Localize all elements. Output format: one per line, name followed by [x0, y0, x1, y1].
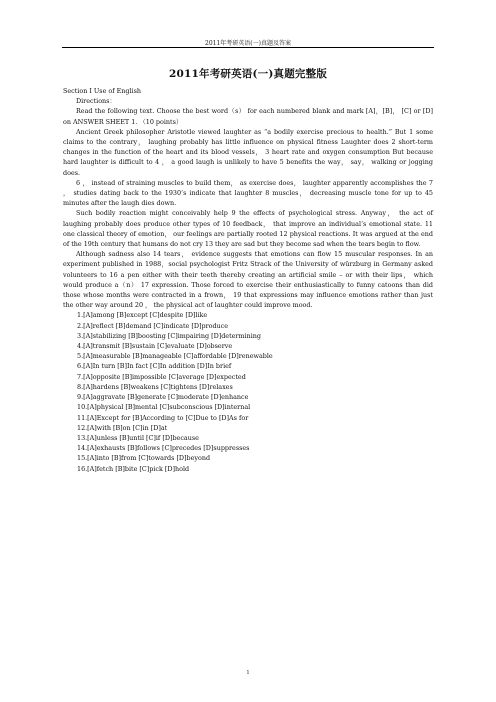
option-line: 8.[A]hardens [B]weakens [C]tightens [D]relaxes	[77, 382, 233, 391]
directions-text: Read the following text. Choose the best word（s） for each numbered blank and mark [A]，[B]， [C] or [D] on ANSWER SHEET 1. （10 points）	[63, 107, 433, 126]
option-line: 3.[A]stabilizing [B]boosting [C]impairing [D]determining	[77, 331, 261, 340]
option-line: 12.[A]with [B]on [C]in [D]at	[77, 423, 168, 432]
header-rule	[62, 47, 434, 48]
option-line: 14.[A]exhausts [B]follows [C]precedes [D]suppresses	[77, 444, 250, 453]
option-line: 5.[A]measurable [B]manageable [C]affordable [D]renewable	[77, 352, 273, 361]
page-number: 1	[246, 670, 250, 676]
paragraph-4: Although sadness also 14 tears， evidence suggests that emotions can flow 15 muscular responses. In an experiment published in 1988，social psychologist Fritz Strack of the University of würzburg in Germany asked volunteers to 16 a pen either with their teeth thereby creating an artificial smile – or with their lips， which would produce a（n） 17 expression. Those forced to exercise their enthusiastically to funny catoons than did those whose months were contracted in a frown， 19 that expressions may influence emotions rather than just the other way around 20 ， the physical act of laughter could improve mood.	[63, 250, 433, 310]
document-title: 2011年考研英语(一)真题完整版	[168, 68, 328, 80]
option-line: 9.[A]aggravate [B]generate [C]moderate [D]enhance	[77, 393, 249, 402]
option-line: 6.[A]In turn [B]In fact [C]In addition [D]In brief	[77, 362, 232, 371]
document-body	[63, 86, 433, 474]
directions-label: Directions：	[76, 97, 116, 106]
paragraph-2: 6 ， instead of straining muscles to build them， as exercise does， laughter apparently accomplishes the 7 ， studies dating back to the 1930‘s indicate that laughter 8 muscles， decreasing muscle tone for up to 45 minutes after the laugh dies down.	[63, 178, 433, 208]
option-line: 13.[A]unless [B]until [C]if [D]because	[77, 433, 199, 442]
option-line: 11.[A]Except for [B]According to [C]Due to [D]As for	[77, 413, 249, 422]
option-line: 1.[A]among [B]except [C]despite [D]like	[77, 311, 208, 320]
section-heading: Section I Use of English	[63, 87, 141, 95]
option-line: 2.[A]reflect [B]demand [C]indicate [D]produce	[77, 321, 229, 330]
option-line: 10.[A]physical [B]mental [C]subconscious [D]internal	[77, 403, 251, 412]
option-line: 16.[A]fetch [B]bite [C]pick [D]hold	[77, 464, 190, 473]
option-line: 15.[A]into [B]from [C]towards [D]beyond	[77, 454, 211, 463]
paragraph-1: Ancient Greek philosopher Aristotle viewed laughter as “a bodily exercise precious to health.” But 1 some claims to the contrary， laughing probably has little influence on physical fitness Laughter does 2 short-term changes in the function of the heart and its blood vessels， 3 heart rate and oxygen consumption But because hard laughter is difficult to 4 ， a good laugh is unlikely to have 5 benefits the way， say， walking or jogging does.	[63, 127, 433, 177]
page-header: 2011年考研英语(一)真题及答案	[205, 40, 291, 47]
option-line: 7.[A]opposite [B]impossible [C]average [D]expected	[77, 372, 246, 381]
paragraph-3: Such bodily reaction might conceivably help 9 the effects of psychological stress. Anyway， the act of laughing probably does produce other types of 10 feedback， that improve an individual‘s emotional state. 11 one classical theory of emotion， our feelings are partially rooted 12 physical reactions. It was argued at the end of the 19th century that humans do not cry 13 they are sad but they become sad when the tears begin to flow.	[63, 209, 433, 249]
option-line: 4.[A]transmit [B]sustain [C]evaluate [D]observe	[77, 342, 233, 351]
answer-options	[63, 310, 433, 473]
